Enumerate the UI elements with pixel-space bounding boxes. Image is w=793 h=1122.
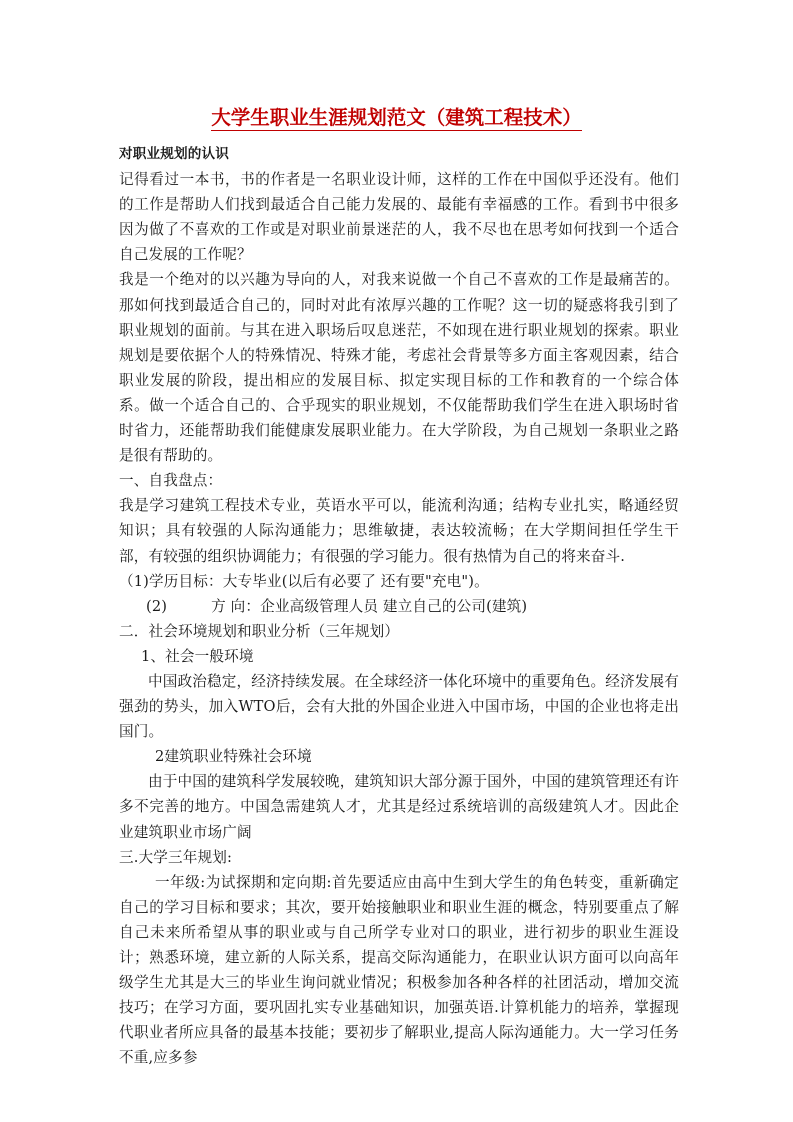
goal-number: (2) xyxy=(146,597,168,615)
paragraph: 一年级:为试探期和定向期:首先要适应由高中生到大学生的角色转变，重新确定自己的学习目标和要求；其次，要开始接触职业和职业生涯的概念，特别要重点了解自己未来所希望从事的职业或与自己所学专业对口的职业，进行初步的职业生涯设计；熟悉环境，建立新的人际关系，提高交际沟通能力，在职业认识方面可以向高年级学生尤其是大三的毕业生询问就业情况；积极参加各种各样的社团活动，增加交流技巧；在学习方面，要巩固扎实专业基础知识，加强英语.计算机能力的培养，掌握现代职业者所应具备的最基本技能；要初步了解职业,提高人际沟通能力。大一学习任务不重,应多参 xyxy=(119,873,679,1067)
subsection-heading: 1、社会一般环境 xyxy=(141,647,254,665)
section-heading: 对职业规划的认识 xyxy=(119,146,229,162)
paragraph: 我是一个绝对的以兴趣为导向的人，对我来说做一个自己不喜欢的工作是最痛苦的。那如何找到最适合自己的，同时对此有浓厚兴趣的工作呢？这一切的疑惑将我引到了职业规划的面前。与其在进入职场后叹息迷茫，不如现在进行职业规划的探索。职业规划是要依据个人的特殊情况、特殊才能，考虑社会背景等多方面主客观因素，结合职业发展的阶段，提出相应的发展目标、拟定实现目标的工作和教育的一个综合体系。做一个适合自己的、合乎现实的职业规划，不仅能帮助我们学生在进入职场时省时省力，还能帮助我们能健康发展职业能力。在大学阶段，为自己规划一条职业之路是很有帮助的。 xyxy=(119,271,679,465)
section-heading: 三.大学三年规划: xyxy=(119,848,233,866)
goal-text: 方 向：企业高级管理人员 建立自己的公司(建筑) xyxy=(211,597,528,615)
document-title-text: 大学生职业生涯规划范文（建筑工程技术） xyxy=(211,106,582,129)
subsection-heading: 2建筑职业特殊社会环境 xyxy=(155,748,312,766)
document-title xyxy=(0,104,793,132)
paragraph: 中国政治稳定，经济持续发展。在全球经济一体化环境中的重要角色。经济发展有强劲的势头，加入WTO后，会有大批的外国企业进入中国市场，中国的企业也将走出国门。 xyxy=(119,672,679,741)
paragraph: 我是学习建筑工程技术专业，英语水平可以，能流利沟通；结构专业扎实，略通经贸知识；具有较强的人际沟通能力；思维敏捷，表达较流畅；在大学期间担任学生干部，有较强的组织协调能力；有很强的学习能力。很有热情为自己的将来奋斗. xyxy=(119,497,679,565)
paragraph: 记得看过一本书，书的作者是一名职业设计师，这样的工作在中国似乎还没有。他们的工作是帮助人们找到最适合自己能力发展的、最能有幸福感的工作。看到书中很多因为做了不喜欢的工作或是对职业前景迷茫的人，我不尽也在思考如何找到一个适合自己发展的工作呢？ xyxy=(119,171,679,264)
section-heading: 一、自我盘点： xyxy=(119,472,223,490)
paragraph: 由于中国的建筑科学发展较晚，建筑知识大部分源于国外，中国的建筑管理还有许多不完善的地方。中国急需建筑人才，尤其是经过系统培训的高级建筑人才。因此企业建筑职业市场广阔 xyxy=(119,773,679,841)
goal-item: （1)学历目标：大专毕业(以后有必要了 还有要"充电")。 xyxy=(119,572,489,590)
document-body xyxy=(119,142,679,1070)
goal-item xyxy=(119,594,679,619)
section-heading: 二．社会环境规划和职业分析（三年规划） xyxy=(119,622,400,640)
